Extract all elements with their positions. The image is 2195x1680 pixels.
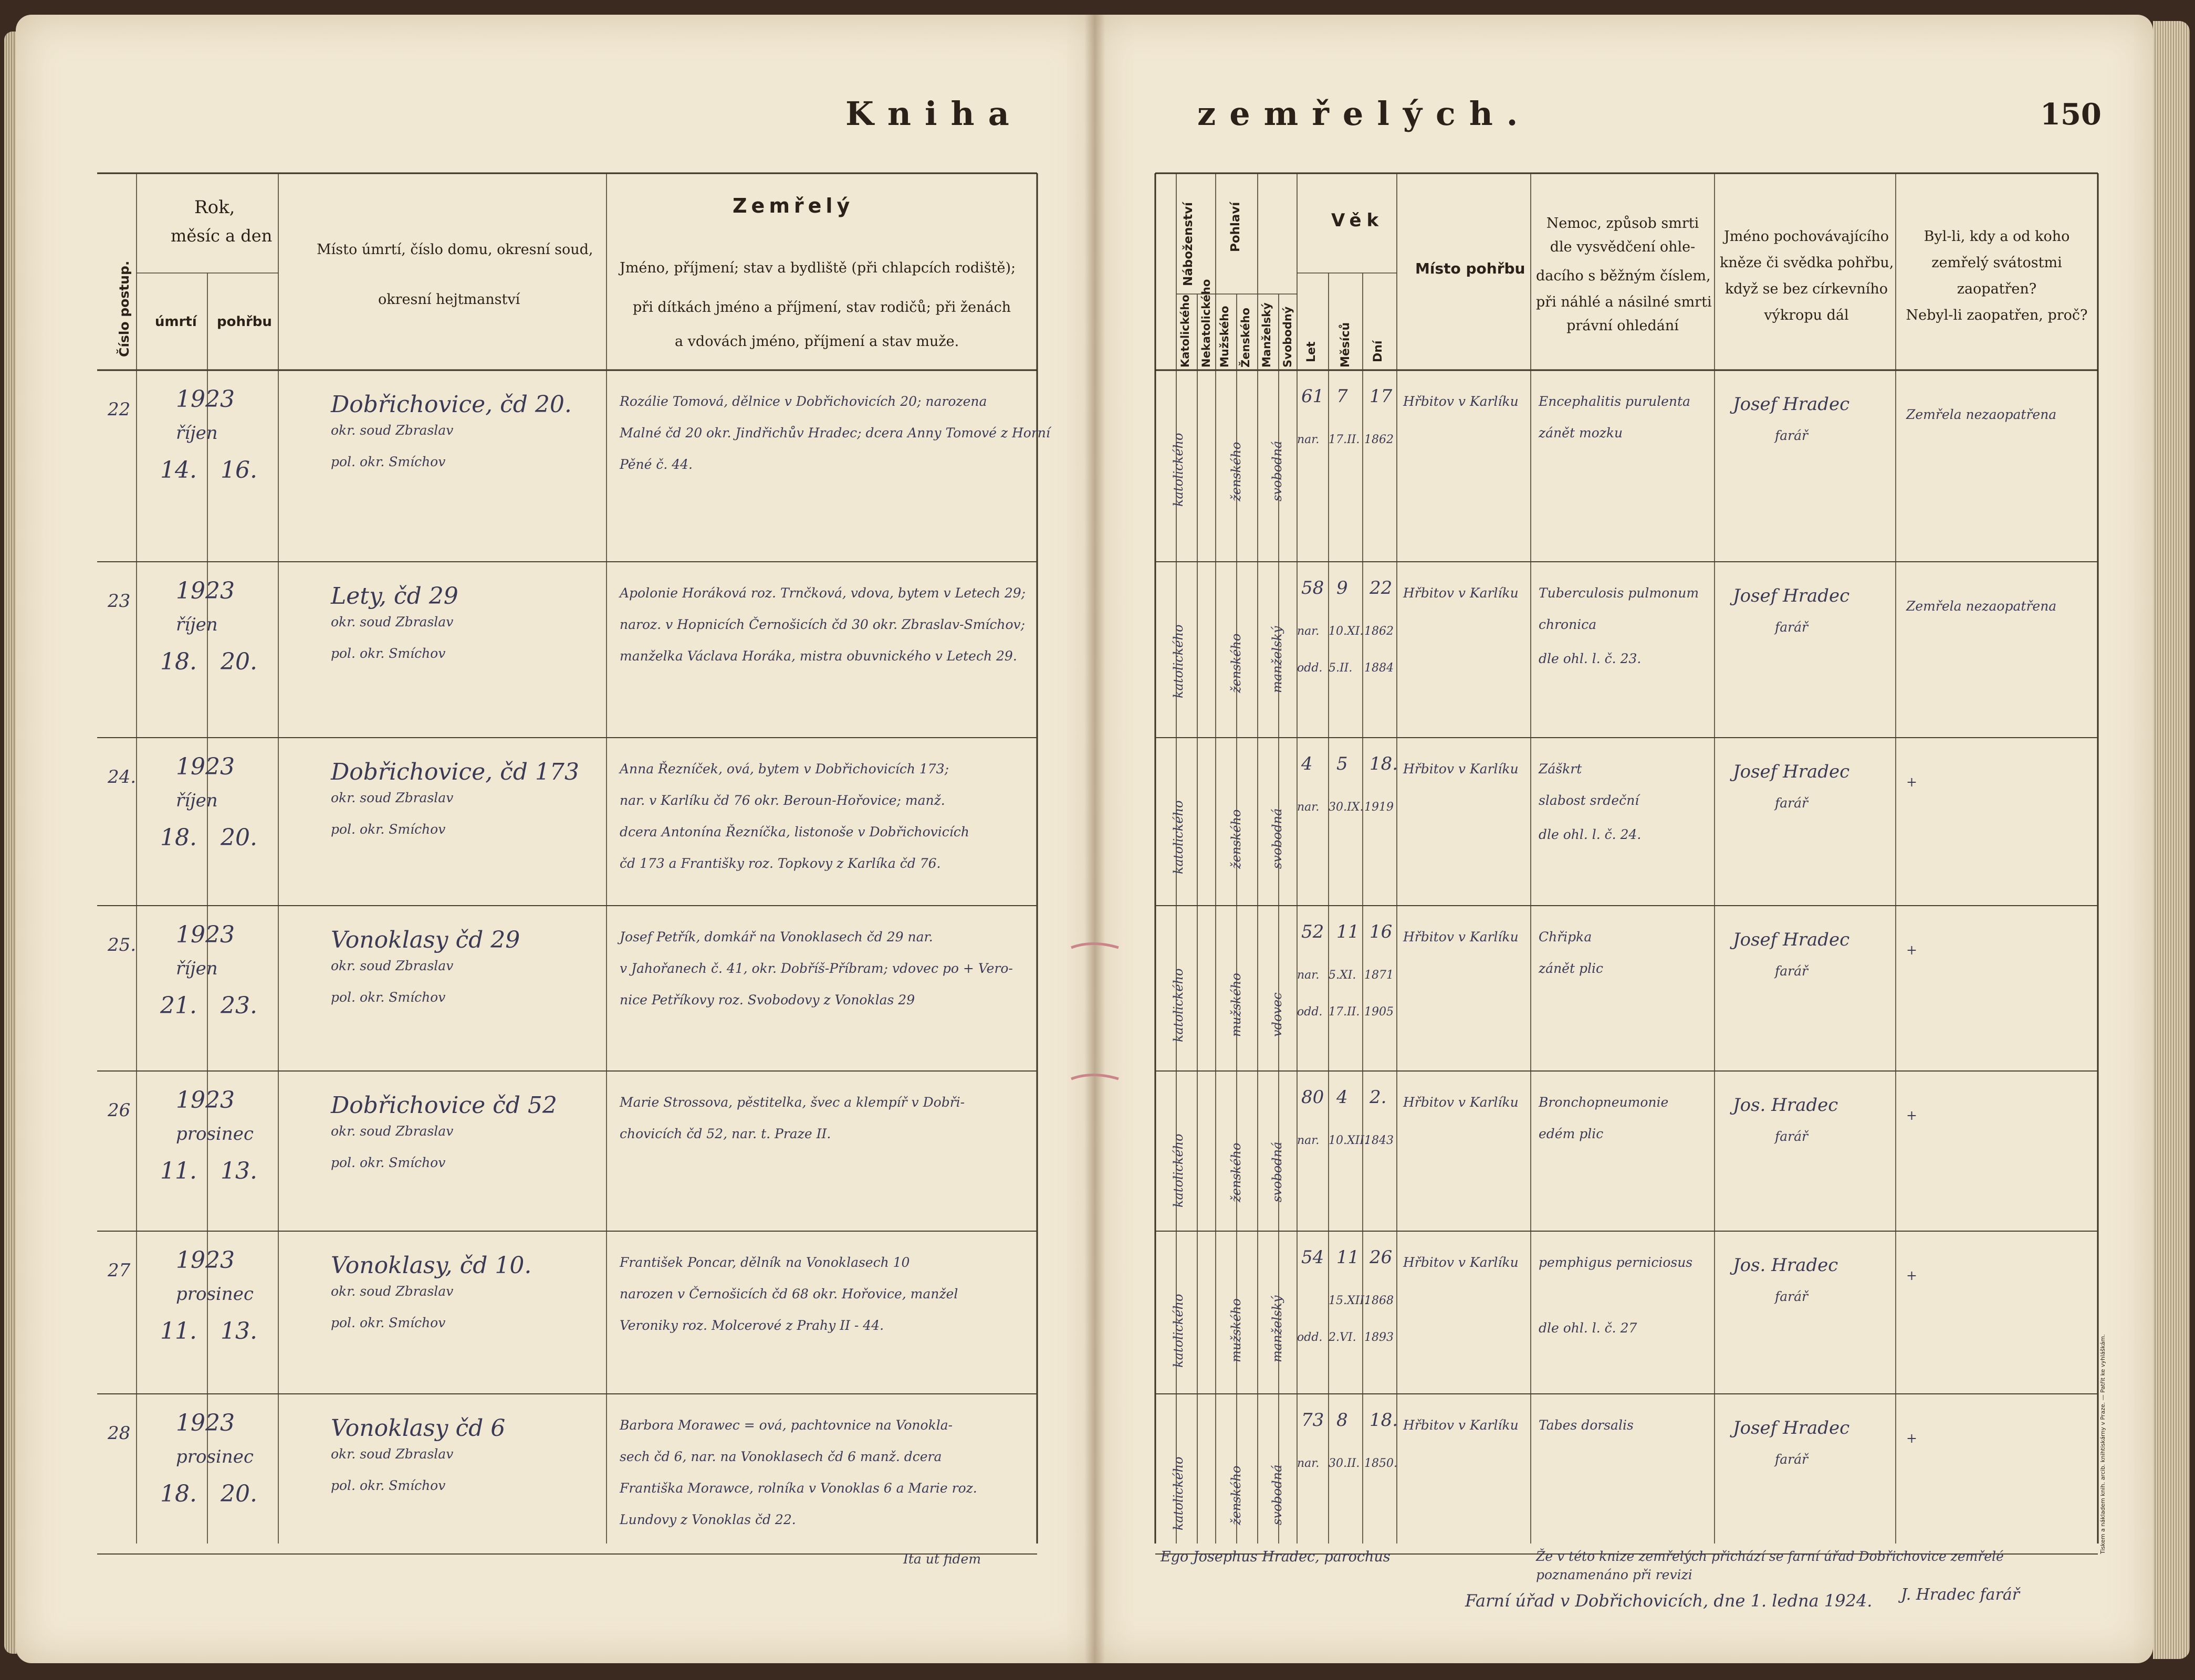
entry-cause-line: Záškrt [1539, 761, 1582, 776]
entry-person-line: Marie Strossova, pěstitelka, švec a klempíř v Dobři- [620, 1095, 965, 1110]
entry-month: říjen [176, 958, 218, 979]
entry-sex: ženského [1229, 1142, 1243, 1202]
header-zemrely-1: Jméno, příjmení; stav a bydliště (při chlapcích rodiště); [620, 260, 1016, 276]
entry-priest-name: Jos. Hradec [1733, 1255, 1838, 1276]
entry-place-line: pol. okr. Smíchov [331, 454, 446, 469]
header-byl-1: Byl-li, kdy a od koho [1924, 228, 2070, 245]
entry-age-value: 4 [1336, 1087, 1348, 1108]
entry-cause-number: dle ohl. l. č. 24. [1539, 827, 1642, 842]
entry-born-value: 1843 [1364, 1134, 1394, 1147]
entry-sacraments: Zemřela nezaopatřena [1906, 407, 2057, 422]
entry-sex: ženského [1229, 809, 1243, 869]
entry-status: vdovec [1270, 992, 1284, 1037]
entry-death-day: 21. [160, 992, 197, 1019]
entry-place-line: okr. soud Zbraslav [331, 790, 454, 805]
header-zemrely-2: při dítkách jméno a příjmení, stav rodičů; při ženách [633, 299, 1011, 316]
entry-status: svobodná [1270, 1464, 1284, 1525]
entry-religion: katolického [1171, 1456, 1186, 1530]
entry-sex: mužského [1229, 1298, 1243, 1362]
entry-married-value: odd. [1297, 1331, 1323, 1344]
entry-sex: ženského [1229, 633, 1243, 693]
entry-burial-day: 23. [221, 992, 257, 1019]
header-pohlavi: Pohlaví [1229, 202, 1242, 252]
entry-age-value: 8 [1336, 1410, 1348, 1431]
entry-born-value: 30.IX. [1329, 801, 1364, 814]
entry-married-value: 5.II. [1329, 662, 1353, 675]
entry-place-line: Lety, čd 29 [331, 583, 458, 610]
entry-year: 1923 [176, 1410, 235, 1436]
entry-married-value: odd. [1297, 662, 1323, 675]
entry-cause-line: zánět plic [1539, 961, 1603, 976]
header-nemoc-4: při náhlé a násilné smrti [1536, 294, 1712, 310]
entry-age-value: 61 [1301, 386, 1324, 407]
entry-born-value: nar. [1297, 969, 1320, 982]
book-title-left: Kniha [845, 94, 1023, 133]
entry-priest-title: farář [1775, 963, 1808, 979]
entry-person-line: v Jahořanech č. 41, okr. Dobříš-Příbram; vdovec po + Vero- [620, 961, 1013, 976]
entry-death-day: 11. [160, 1318, 197, 1345]
entry-cemetery: Hřbitov v Karlíku [1403, 394, 1519, 409]
entry-death-day: 18. [160, 1480, 197, 1507]
entry-priest-name: Josef Hradec [1733, 585, 1850, 606]
entry-number: 28 [108, 1423, 131, 1444]
entry-born-value: 10.XII. [1329, 1134, 1368, 1147]
entry-place-line: okr. soud Zbraslav [331, 1124, 454, 1139]
entry-place-line: Vonoklasy čd 6 [331, 1415, 506, 1442]
entry-age-value: 80 [1301, 1087, 1324, 1108]
entry-place-line: okr. soud Zbraslav [331, 958, 454, 973]
header-misto-2: okresní hejtmanství [378, 291, 520, 308]
entry-person-line: nar. v Karlíku čd 76 okr. Beroun-Hořovice; manž. [620, 793, 945, 808]
entry-married-value: 17.II. [1329, 1005, 1360, 1018]
entry-age-value: 22 [1370, 578, 1393, 598]
entry-place-line: okr. soud Zbraslav [331, 423, 454, 438]
header-jmeno-1: Jméno pochovávajícího [1723, 228, 1889, 245]
entry-place-line: okr. soud Zbraslav [331, 614, 454, 629]
entry-age-value: 73 [1301, 1410, 1324, 1431]
entry-born-value: 5.XI. [1329, 969, 1356, 982]
entry-place-line: Vonoklasy čd 29 [331, 927, 520, 953]
entry-born-value: nar. [1297, 801, 1320, 814]
entry-priest-name: Josef Hradec [1733, 761, 1850, 782]
entry-place-line: okr. soud Zbraslav [331, 1446, 454, 1462]
header-cislo: Číslo postup. [117, 260, 132, 357]
header-byl-2: zemřelý svátostmi [1931, 255, 2062, 271]
entry-religion: katolického [1171, 624, 1186, 698]
entry-cemetery: Hřbitov v Karlíku [1403, 1418, 1519, 1433]
header-mesicu: Měsíců [1339, 322, 1352, 368]
header-zenskeho: Ženského [1239, 308, 1252, 368]
entry-number: 24. [108, 766, 137, 788]
entry-sacraments: + [1906, 1268, 1917, 1283]
header-nemoc-2: dle vysvědčení ohle- [1550, 239, 1696, 255]
footer-line-2: poznamenáno při revizi [1536, 1567, 1692, 1582]
entry-age-value: 18. [1370, 1410, 1398, 1431]
entry-year: 1923 [176, 386, 235, 413]
header-katolickeho: Katolického [1179, 295, 1191, 368]
entry-month: říjen [176, 614, 218, 635]
entry-religion: katolického [1171, 968, 1186, 1042]
entry-number: 27 [108, 1260, 131, 1281]
entry-religion: katolického [1171, 1133, 1186, 1208]
entry-born-value: nar. [1297, 1134, 1320, 1147]
entry-priest-name: Josef Hradec [1733, 394, 1850, 415]
header-byl-4: Nebyl-li zaopatřen, proč? [1906, 307, 2088, 323]
entry-burial-day: 16. [221, 457, 257, 484]
entry-age-value: 54 [1301, 1247, 1324, 1268]
entry-burial-day: 20. [221, 648, 257, 675]
entry-person-line: Barbora Morawec = ová, pachtovnice na Vonokla- [620, 1418, 953, 1433]
entry-cemetery: Hřbitov v Karlíku [1403, 1095, 1519, 1110]
header-mesic: měsíc a den [171, 226, 273, 246]
entry-age-value: 4 [1301, 753, 1313, 774]
entry-cause-line: Tuberculosis pulmonum [1539, 585, 1699, 601]
entry-burial-day: 13. [221, 1318, 257, 1345]
entry-place-line: pol. okr. Smíchov [331, 646, 446, 661]
entry-person-line: Rozálie Tomová, dělnice v Dobřichovicích 20; narozena [620, 394, 987, 409]
entry-priest-name: Josef Hradec [1733, 929, 1850, 950]
entry-cause-number: dle ohl. l. č. 27 [1539, 1320, 1637, 1336]
entry-death-day: 11. [160, 1158, 197, 1184]
entry-age-value: 7 [1336, 386, 1348, 407]
entry-year: 1923 [176, 1087, 235, 1114]
entry-priest-name: Josef Hradec [1733, 1418, 1850, 1438]
entry-status: svobodná [1270, 440, 1284, 501]
entry-priest-title: farář [1775, 428, 1808, 443]
entry-married-value: 1893 [1364, 1331, 1394, 1344]
entry-cause-line: slabost srdeční [1539, 793, 1639, 808]
entry-month: prosinec [176, 1124, 254, 1144]
entry-married-value: 1905 [1364, 1005, 1394, 1018]
entry-place-line: pol. okr. Smíchov [331, 990, 446, 1005]
entry-year: 1923 [176, 578, 235, 604]
entry-person-line: nice Petříkovy roz. Svobodovy z Vonoklas 29 [620, 992, 915, 1007]
binding-thread [1071, 944, 1119, 1079]
header-nemoc-5: právní ohledání [1566, 318, 1679, 334]
entry-cemetery: Hřbitov v Karlíku [1403, 585, 1519, 601]
entry-born-value: nar. [1297, 433, 1320, 446]
entry-married-value: 1884 [1364, 662, 1394, 675]
entry-month: prosinec [176, 1284, 254, 1305]
footer-left-note: Ita ut fidem [903, 1551, 981, 1567]
footer-line-3: Farní úřad v Dobřichovicích, dne 1. ledna 1924. [1465, 1591, 1873, 1611]
book-title-right: zemřelých. [1197, 94, 1532, 133]
header-misto-pohrbu: Místo pohřbu [1415, 260, 1525, 277]
entry-person-line: chovicích čd 52, nar. t. Praze II. [620, 1126, 831, 1141]
entry-number: 25. [108, 934, 137, 956]
entry-death-day: 18. [160, 824, 197, 851]
header-byl-3: zaopatřen? [1957, 281, 2037, 297]
entry-priest-title: farář [1775, 1452, 1808, 1467]
entry-age-value: 11 [1336, 1247, 1360, 1268]
entry-age-value: 52 [1301, 921, 1324, 942]
entry-cemetery: Hřbitov v Karlíku [1403, 1255, 1519, 1270]
entry-month: říjen [176, 423, 218, 444]
entry-burial-day: 20. [221, 1480, 257, 1507]
entry-born-value: 10.XI. [1329, 625, 1364, 638]
header-pohrbu: pohřbu [217, 314, 272, 330]
entry-priest-title: farář [1775, 795, 1808, 811]
entry-cause-line: edém plic [1539, 1126, 1604, 1141]
entry-cause-line: Chřipka [1539, 929, 1592, 944]
entry-place-line: Dobřichovice, čd 20. [331, 391, 572, 418]
entry-married-value: 2.VI. [1329, 1331, 1356, 1344]
header-manzelsky: Manželský [1260, 302, 1273, 368]
page-number: 150 [2040, 97, 2102, 132]
header-let: Let [1305, 341, 1318, 362]
entry-priest-title: farář [1775, 1289, 1808, 1304]
entry-person-line: Lundovy z Vonoklas čd 22. [620, 1512, 796, 1527]
header-jmeno-3: když se bez církevního [1724, 281, 1888, 297]
header-jmeno-4: výkropu dál [1764, 307, 1849, 323]
entry-priest-title: farář [1775, 1129, 1808, 1144]
entry-cause-line: Bronchopneumonie [1539, 1095, 1669, 1110]
entry-born-value: 1919 [1364, 801, 1394, 814]
entry-age-value: 58 [1301, 578, 1324, 598]
entry-person-line: Veroniky roz. Molcerové z Prahy II - 44. [620, 1318, 884, 1333]
header-svobodny: Svobodný [1281, 306, 1294, 368]
entry-burial-day: 13. [221, 1158, 257, 1184]
entry-sacraments: + [1906, 774, 1917, 790]
entry-religion: katolického [1171, 433, 1186, 507]
header-nabozenstvi: Náboženství [1182, 202, 1195, 286]
footer-line-1: Ego Josephus Hradec, parochus [1161, 1549, 1391, 1565]
entry-cemetery: Hřbitov v Karlíku [1403, 929, 1519, 944]
entry-sacraments: + [1906, 942, 1917, 958]
header-umrti: úmrtí [155, 314, 197, 330]
entry-cause-line: Encephalitis purulenta [1539, 394, 1690, 409]
entry-person-line: František Poncar, dělník na Vonoklasech 10 [620, 1255, 910, 1270]
header-nemoc-3: dacího s běžným číslem, [1536, 268, 1711, 284]
header-vek: Věk [1331, 210, 1384, 231]
entry-sex: ženského [1229, 442, 1243, 501]
entry-religion: katolického [1171, 1294, 1186, 1368]
entry-sex: ženského [1229, 1465, 1243, 1525]
entry-status: svobodná [1270, 1141, 1284, 1202]
entry-born-value: 15.XII. [1329, 1294, 1368, 1307]
entry-sex: mužského [1229, 973, 1243, 1037]
entry-person-line: dcera Antonína Řezníčka, listonoše v Dobřichovicích [620, 824, 969, 839]
header-misto-1: Místo úmrtí, číslo domu, okresní soud, [317, 242, 593, 258]
entry-person-line: Františka Morawce, rolníka v Vonoklas 6 a Marie roz. [620, 1480, 977, 1496]
entry-born-value: 1868 [1364, 1294, 1394, 1307]
entry-place-line: okr. soud Zbraslav [331, 1284, 454, 1299]
entry-sacraments: Zemřela nezaopatřena [1906, 598, 2057, 614]
header-nekatolickeho: Nekatolického [1200, 279, 1213, 368]
entry-person-line: Malné čd 20 okr. Jindřichův Hradec; dcera Anny Tomové z Horní [620, 425, 1050, 440]
entry-born-value: 17.II. [1329, 433, 1360, 446]
entry-person-line: sech čd 6, nar. na Vonoklasech čd 6 manž. dcera [620, 1449, 942, 1464]
header-jmeno-2: kněze či svědka pohřbu, [1720, 255, 1894, 271]
entry-person-line: Pěné č. 44. [620, 457, 693, 472]
entry-cause-line: pemphigus perniciosus [1539, 1255, 1693, 1270]
entry-month: prosinec [176, 1446, 254, 1467]
entry-status: manželský [1270, 626, 1284, 693]
entry-year: 1923 [176, 1247, 235, 1274]
entry-person-line: Anna Řezníček, ová, bytem v Dobřichovicích 173; [620, 761, 949, 776]
entry-place-line: pol. okr. Smíchov [331, 1478, 446, 1493]
entry-place-line: pol. okr. Smíchov [331, 1315, 446, 1330]
entry-age-value: 9 [1336, 578, 1348, 598]
entry-status: svobodná [1270, 808, 1284, 869]
entry-number: 26 [108, 1100, 131, 1121]
entry-age-value: 16 [1370, 921, 1393, 942]
entry-age-value: 17 [1370, 386, 1393, 407]
entry-age-value: 18. [1370, 753, 1398, 774]
entry-cause-line: Tabes dorsalis [1539, 1418, 1634, 1433]
entry-married-value: odd. [1297, 1005, 1323, 1018]
entry-cause-number: dle ohl. l. č. 23. [1539, 651, 1642, 666]
entry-born-value: nar. [1297, 625, 1320, 638]
entry-person-line: Apolonie Horáková roz. Trnčková, vdova, bytem v Letech 29; [620, 585, 1026, 601]
entry-number: 23 [108, 591, 131, 612]
entry-death-day: 18. [160, 648, 197, 675]
header-zemrely-3: a vdovách jméno, příjmení a stav muže. [675, 333, 959, 350]
entry-place-line: pol. okr. Smíchov [331, 822, 446, 837]
entry-sacraments: + [1906, 1108, 1917, 1123]
entry-person-line: naroz. v Hopnicích Černošicích čd 30 okr. Zbraslav-Smíchov; [620, 617, 1026, 632]
entry-born-value: 1862 [1364, 625, 1394, 638]
entry-age-value: 5 [1336, 753, 1348, 774]
entry-year: 1923 [176, 921, 235, 948]
header-muzskeho: Mužského [1218, 306, 1231, 368]
entry-age-value: 2. [1370, 1087, 1387, 1108]
printer-note: Tiskem a nákladem knih. arcib. knihtiskárny v Praze. — Patřit ke vyhláškám. [2099, 1334, 2106, 1554]
entry-month: říjen [176, 790, 218, 811]
entry-place-line: Vonoklasy, čd 10. [331, 1252, 532, 1279]
header-zemrely: Zemřelý [733, 194, 854, 217]
entry-priest-title: farář [1775, 620, 1808, 635]
footer-line-1b: Že v této knize zemřelých přichází se farní úřad Dobřichovice zemřelé [1536, 1549, 2004, 1564]
entry-age-value: 11 [1336, 921, 1360, 942]
entry-place-line: Dobřichovice, čd 173 [331, 759, 579, 785]
entry-priest-name: Jos. Hradec [1733, 1095, 1838, 1116]
entry-born-value: 1862 [1364, 433, 1394, 446]
entry-born-value: 30.II. [1329, 1457, 1360, 1470]
entry-sacraments: + [1906, 1431, 1917, 1446]
entry-person-line: Josef Petřík, domkář na Vonoklasech čd 29 nar. [620, 929, 933, 944]
header-dni: Dní [1372, 340, 1385, 362]
entry-number: 22 [108, 399, 131, 420]
entry-place-line: Dobřichovice čd 52 [331, 1092, 557, 1119]
entry-person-line: narozen v Černošicích čd 68 okr. Hořovice, manžel [620, 1286, 958, 1301]
entry-burial-day: 20. [221, 824, 257, 851]
entry-cause-line: chronica [1539, 617, 1597, 632]
entry-year: 1923 [176, 753, 235, 780]
entry-religion: katolického [1171, 800, 1186, 874]
header-nemoc-1: Nemoc, způsob smrti [1546, 215, 1699, 232]
entry-born-value: 1850. [1364, 1457, 1397, 1470]
entry-born-value: 1871 [1364, 969, 1394, 982]
footer-signature: J. Hradec farář [1901, 1586, 2020, 1604]
entry-death-day: 14. [160, 457, 197, 484]
entry-place-line: pol. okr. Smíchov [331, 1155, 446, 1170]
header-rok: Rok, [194, 197, 235, 218]
entry-person-line: manželka Václava Horáka, mistra obuvnického v Letech 29. [620, 648, 1017, 664]
entry-cause-line: zánět mozku [1539, 425, 1623, 440]
entry-status: manželský [1270, 1295, 1284, 1362]
entry-age-value: 26 [1370, 1247, 1393, 1268]
entry-born-value: nar. [1297, 1457, 1320, 1470]
entry-cemetery: Hřbitov v Karlíku [1403, 761, 1519, 776]
entry-person-line: čd 173 a Františky roz. Topkovy z Karlíka čd 76. [620, 856, 941, 871]
